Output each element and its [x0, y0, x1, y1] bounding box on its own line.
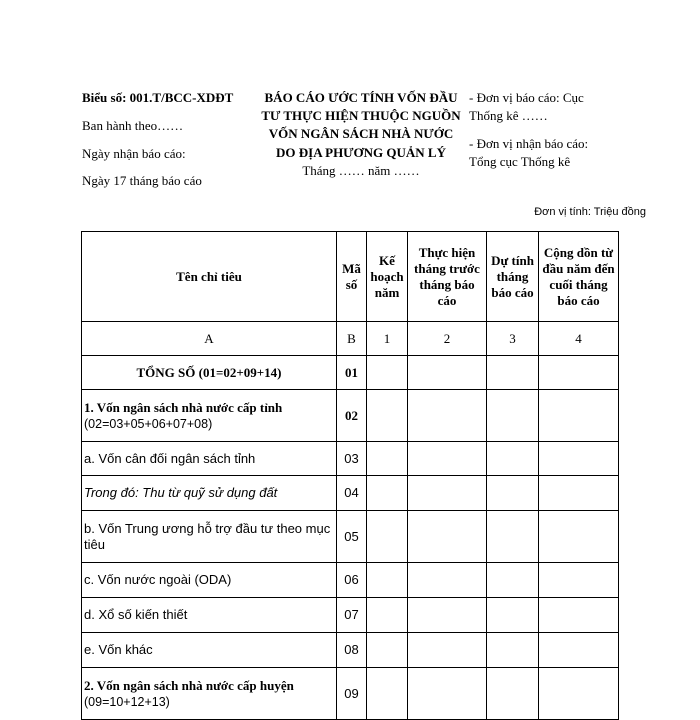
report-title-line-2: TƯ THỰC HIỆN THUỘC NGUỒN	[261, 108, 461, 123]
issued-by: Ban hành theo……	[82, 118, 184, 133]
col-label-a: A	[82, 322, 337, 356]
row-name: c. Vốn nước ngoài (ODA)	[82, 563, 337, 598]
table-row	[82, 563, 619, 598]
receiving-unit-line-2: Tổng cục Thống kê	[469, 154, 571, 169]
col-label-4: 4	[539, 322, 619, 356]
col-label-3: 3	[487, 322, 539, 356]
header-annual-plan: Kế hoạch năm	[367, 232, 408, 322]
cell-cumulative[interactable]	[539, 442, 619, 476]
receiving-unit-line-1: - Đơn vị nhận báo cáo:	[469, 136, 589, 151]
row-name: TỔNG SỐ (01=02+09+14)	[82, 356, 337, 390]
header-cumulative: Cộng dồn từ đầu năm đến cuối tháng báo cáo	[539, 232, 619, 322]
cell-cumulative[interactable]	[539, 356, 619, 390]
report-title-line-1: BÁO CÁO ƯỚC TÍNH VỐN ĐẦU	[264, 90, 458, 105]
row-code: 07	[337, 598, 367, 633]
row-code: 01	[337, 356, 367, 390]
row-code: 02	[337, 390, 367, 442]
cell-estimate[interactable]	[487, 476, 539, 511]
row-code: 09	[337, 668, 367, 720]
header-code: Mã số	[337, 232, 367, 322]
col-label-b: B	[337, 322, 367, 356]
table-header-row	[82, 232, 619, 322]
header-estimate: Dự tính tháng báo cáo	[487, 232, 539, 322]
cell-prev-month[interactable]	[408, 476, 487, 511]
report-day-line: Ngày 17 tháng báo cáo	[82, 173, 202, 188]
cell-prev-month[interactable]	[408, 442, 487, 476]
row-name-main: b. Vốn Trung ương hỗ trợ đầu tư theo mục	[84, 520, 331, 536]
col-label-2: 2	[408, 322, 487, 356]
reporting-unit-line-2: Thống kê ……	[469, 108, 548, 123]
row-name: e. Vốn khác	[82, 633, 337, 668]
cell-estimate[interactable]	[487, 442, 539, 476]
row-name-sub: (09=10+12+13)	[84, 694, 170, 709]
table-row	[82, 476, 619, 511]
cell-cumulative[interactable]	[539, 668, 619, 720]
report-title-line-4: DO ĐỊA PHƯƠNG QUẢN LÝ	[276, 145, 446, 160]
table-row	[82, 356, 619, 390]
cell-prev-month[interactable]	[408, 511, 487, 563]
table-row	[82, 633, 619, 668]
cell-cumulative[interactable]	[539, 390, 619, 442]
cell-estimate[interactable]	[487, 633, 539, 668]
row-name: Trong đó: Thu từ quỹ sử dụng đất	[82, 476, 337, 511]
cell-plan[interactable]	[367, 511, 408, 563]
table-row	[82, 442, 619, 476]
row-name	[82, 390, 337, 442]
cell-prev-month[interactable]	[408, 598, 487, 633]
header-indicator-name: Tên chỉ tiêu	[82, 232, 337, 322]
row-code: 04	[337, 476, 367, 511]
cell-cumulative[interactable]	[539, 476, 619, 511]
cell-prev-month[interactable]	[408, 633, 487, 668]
cell-cumulative[interactable]	[539, 598, 619, 633]
row-name	[82, 668, 337, 720]
table-row	[82, 668, 619, 720]
cell-prev-month[interactable]	[408, 668, 487, 720]
cell-plan[interactable]	[367, 668, 408, 720]
form-number: Biểu số: 001.T/BCC-XDĐT	[82, 90, 234, 105]
report-period: Tháng …… năm ……	[302, 163, 420, 178]
cell-prev-month[interactable]	[408, 563, 487, 598]
cell-cumulative[interactable]	[539, 563, 619, 598]
table-row	[82, 390, 619, 442]
cell-plan[interactable]	[367, 598, 408, 633]
cell-plan[interactable]	[367, 442, 408, 476]
row-name-sub: tiêu	[84, 536, 105, 552]
cell-estimate[interactable]	[487, 511, 539, 563]
row-code: 05	[337, 511, 367, 563]
reporting-unit-line-1: - Đơn vị báo cáo: Cục	[469, 90, 584, 105]
cell-prev-month[interactable]	[408, 390, 487, 442]
row-name	[82, 511, 337, 563]
table-row	[82, 511, 619, 563]
report-title-line-3: VỐN NGÂN SÁCH NHÀ NƯỚC	[268, 126, 454, 141]
cell-cumulative[interactable]	[539, 511, 619, 563]
cell-estimate[interactable]	[487, 563, 539, 598]
row-code: 06	[337, 563, 367, 598]
row-code: 03	[337, 442, 367, 476]
cell-estimate[interactable]	[487, 668, 539, 720]
cell-estimate[interactable]	[487, 390, 539, 442]
row-name: d. Xổ số kiến thiết	[82, 598, 337, 633]
row-name: a. Vốn cân đối ngân sách tỉnh	[82, 442, 337, 476]
cell-plan[interactable]	[367, 633, 408, 668]
row-code: 08	[337, 633, 367, 668]
row-name-sub: (02=03+05+06+07+08)	[84, 416, 213, 431]
report-table	[81, 231, 619, 720]
table-row	[82, 598, 619, 633]
cell-cumulative[interactable]	[539, 633, 619, 668]
row-name-main: 1. Vốn ngân sách nhà nước cấp tỉnh	[84, 399, 283, 415]
cell-prev-month[interactable]	[408, 356, 487, 390]
cell-plan[interactable]	[367, 390, 408, 442]
col-label-1: 1	[367, 322, 408, 356]
unit-note: Đơn vị tính: Triệu đồng	[534, 206, 646, 218]
cell-estimate[interactable]	[487, 356, 539, 390]
cell-estimate[interactable]	[487, 598, 539, 633]
received-date-label: Ngày nhận báo cáo:	[82, 146, 186, 161]
cell-plan[interactable]	[367, 563, 408, 598]
cell-plan[interactable]	[367, 356, 408, 390]
cell-plan[interactable]	[367, 476, 408, 511]
header-previous-month: Thực hiện tháng trước tháng báo cáo	[408, 232, 487, 322]
row-name-main: 2. Vốn ngân sách nhà nước cấp huyện	[84, 677, 294, 693]
column-label-row	[82, 322, 619, 356]
